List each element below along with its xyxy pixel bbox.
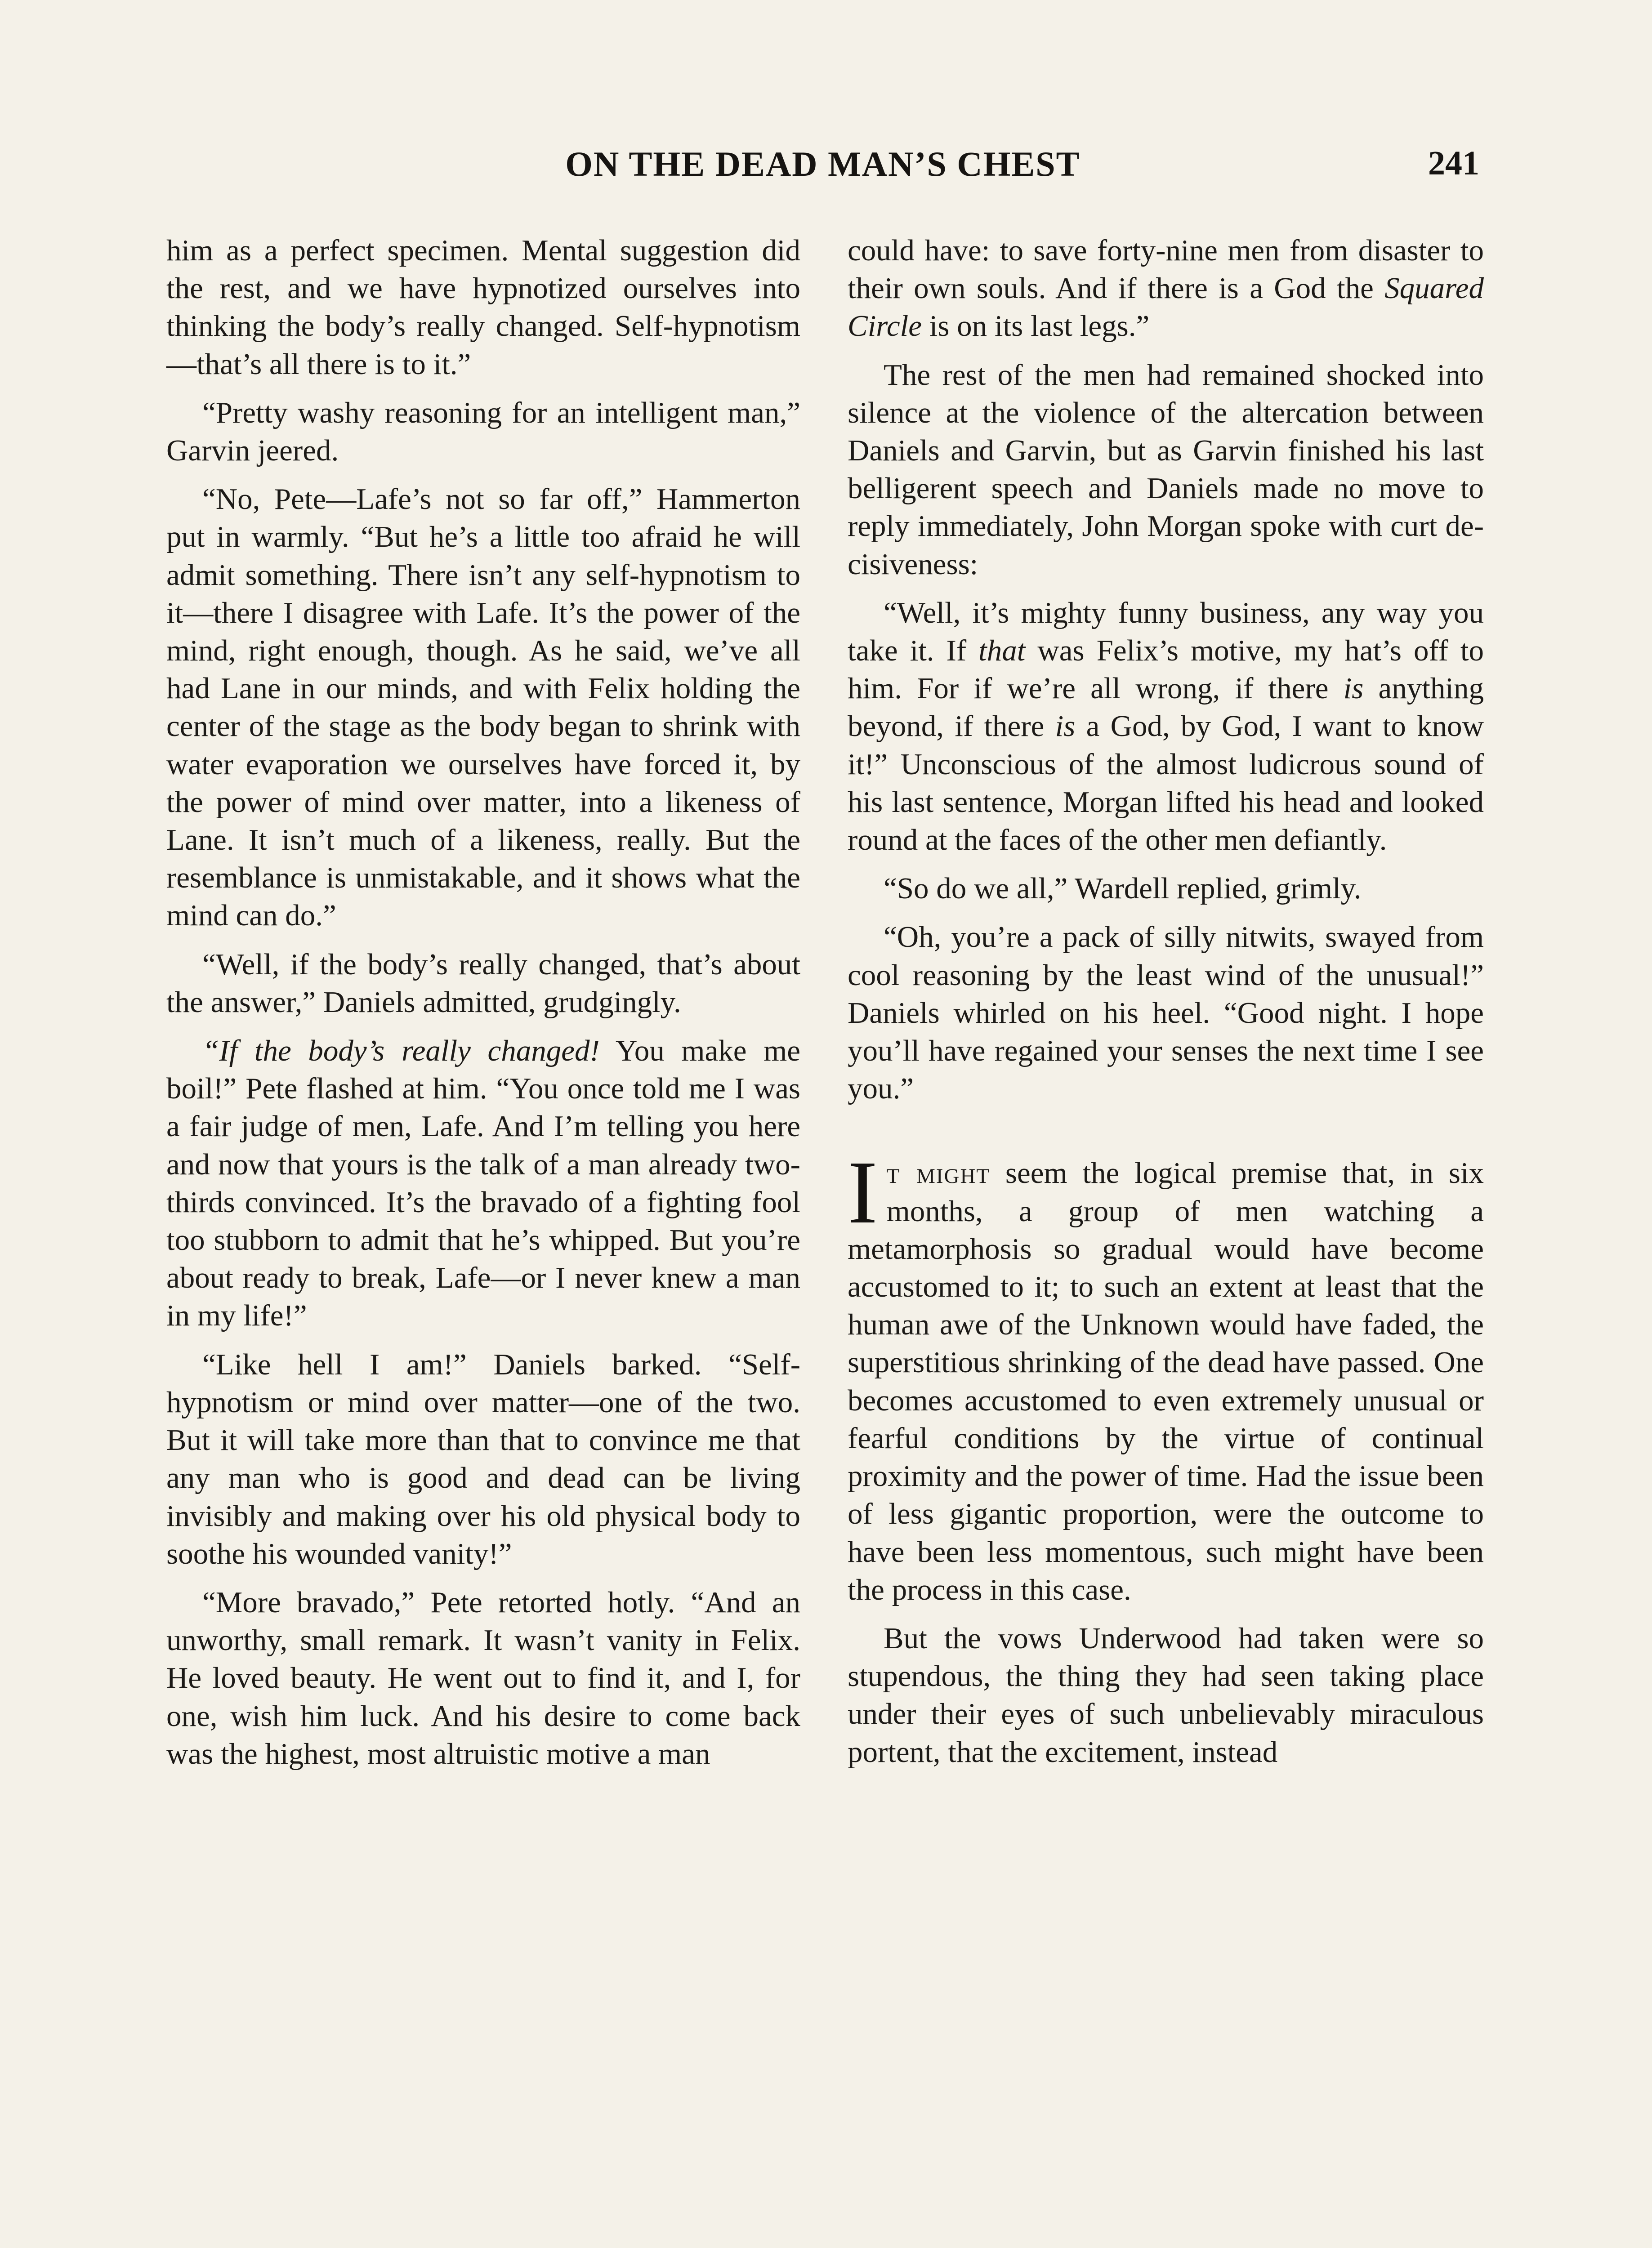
drop-cap: I	[848, 1143, 878, 1243]
paragraph-text: a God, by God, I want to know it!” Unconscious of the almost ludicrous sound of his last sentence, Morgan lifted his head and looked round at the faces of the other men defiantly.	[848, 709, 1484, 857]
paragraph	[848, 594, 1484, 859]
section-break	[848, 1118, 1484, 1154]
paragraph-text: could have: to save forty-nine men from disaster to their own souls. And if there is a God the	[848, 234, 1484, 305]
italic-emphasis: is	[1055, 709, 1076, 743]
paragraph: him as a perfect specimen. Mental suggestion did the rest, and we have hypnotized ourselves into thinking the body’s really changed. Self-hypnotism—that’s all there is to it.”	[166, 234, 800, 381]
italic-emphasis: that	[978, 634, 1026, 668]
paragraph	[848, 232, 1484, 345]
paragraph: “Like hell I am!” Daniels barked. “Self-hypnotism or mind over matter—one of the two. But it will take more than that to convince me that any man who is good and dead can be living invisibly and making over his old physical body to soothe his wounded vanity!”	[166, 1347, 800, 1570]
left-column	[166, 232, 800, 1784]
italic-emphasis: “If the body’s really changed!	[202, 1034, 600, 1068]
paragraph: The rest of the men had remained shocked into silence at the violence of the altercation between Daniels and Garvin, but as Garvin finished his last belligerent speech and Daniels made no move to reply immediately, John Morgan spoke with curt decisiveness:	[848, 358, 1484, 581]
running-head	[166, 144, 1479, 193]
right-column	[848, 232, 1484, 1782]
italic-title: Squared Circle	[848, 272, 1484, 343]
paragraph: “More bravado,” Pete retorted hotly. “And an unworthy, small remark. It wasn’t vanity in Felix. He loved beauty. He went out to find it, and I, for one, wish him luck. And his desire to come back was the highest, most altruistic motive a man	[166, 1585, 800, 1771]
paragraph	[166, 1032, 800, 1335]
paragraph-text: is on its last legs.”	[921, 309, 1150, 343]
paragraph: “So do we all,” Wardell replied, grimly.	[884, 872, 1362, 905]
paragraph: “Oh, you’re a pack of silly nitwits, swayed from cool reasoning by the least wind of the unusual!” Daniels whirled on his heel. “Good night. I hope you’ll have regained your senses the next time I see you.”	[848, 920, 1484, 1106]
paragraph: “Pretty washy reasoning for an intelligent man,” Garvin jeered.	[166, 396, 800, 468]
page-number: 241	[1428, 144, 1479, 182]
running-title: ON THE DEAD MAN’S CHEST	[565, 144, 1080, 183]
paragraph	[848, 1143, 1484, 1608]
paragraph-text: seem the logical premise that, in six months, a group of men watching a metamorphosis so gradual would have become accustomed to it; to such an extent at least that the human awe of the Unknown would have faded, the superstitious shrinking of the dead have passed. One becomes accustomed to even extremely unusual or fearful conditions by the virtue of continual proximity and the power of time. Had the issue been of less gigantic proportion, were the outcome to have been less momentous, such might have been the process in this case.	[848, 1156, 1484, 1606]
paragraph-text: was Felix’s motive, my hat’s off to him. For if we’re all wrong, if there	[848, 634, 1484, 705]
small-caps-lead: t might	[886, 1156, 991, 1190]
paragraph: “No, Pete—Lafe’s not so far off,” Hammerton put in warmly. “But he’s a little too afraid he will admit something. There isn’t any self-hypnotism to it—there I disagree with Lafe. It’s the power of the mind, right enough, though. As he said, we’ve all had Lane in our minds, and with Felix holding the center of the stage as the body began to shrink with water evaporation we ourselves have forced it, by the power of mind over matter, into a likeness of Lane. It isn’t much of a likeness, really. But the resemblance is unmistakable, and it shows what the mind can do.”	[166, 482, 800, 932]
paragraph-text: You make me boil!” Pete flashed at him. “You once told me I was a fair judge of men, Lafe. And I’m telling you here and now that yours is the talk of a man already two-thirds convinced. It’s the bravado of a fighting fool too stubborn to admit that he’s whipped. But you’re about ready to break, Lafe—or I never knew a man in my life!”	[166, 1034, 800, 1333]
paragraph-text: anything beyond, if there	[848, 672, 1484, 743]
paragraph: But the vows Underwood had taken were so stupendous, the thing they had seen taking place under their eyes of such unbelievably miraculous portent, that the excitement, instead	[848, 1621, 1484, 1769]
paragraph: “Well, if the body’s really changed, that’s about the answer,” Daniels admitted, grudgingly.	[166, 947, 800, 1019]
paragraph-text: “Well, it’s mighty funny business, any way you take it. If	[848, 596, 1484, 668]
italic-emphasis: is	[1343, 672, 1364, 705]
